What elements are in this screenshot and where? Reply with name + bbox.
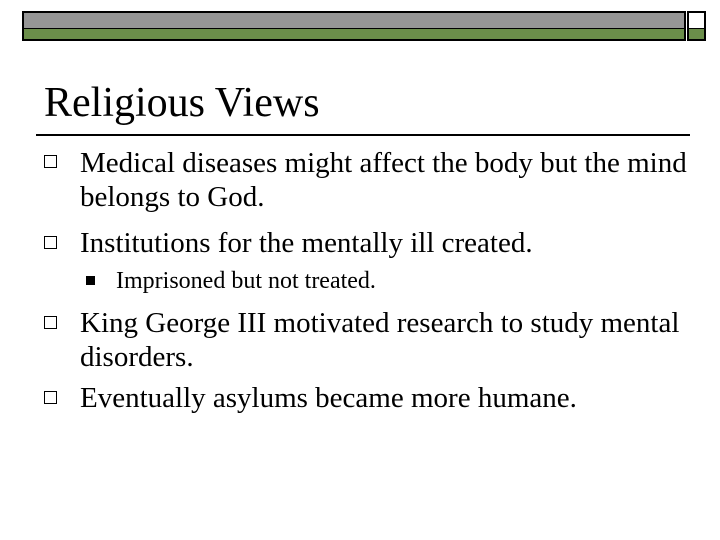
bullet-item: Medical diseases might affect the body but the mind belongs to God. [80,147,687,213]
header-square-white [687,11,706,30]
slide-title: Religious Views [44,80,320,126]
filled-square-icon [86,276,95,285]
hollow-square-icon [44,155,57,168]
sub-bullet-item: Imprisoned but not treated. [116,268,376,294]
header-bar-green [22,29,686,41]
bullet-item: Institutions for the mentally ill created. [80,227,533,259]
hollow-square-icon [44,391,57,404]
title-underline [36,134,690,136]
bullet-item: Eventually asylums became more humane. [80,382,577,414]
hollow-square-icon [44,316,57,329]
bullet-item: King George III motivated research to study mental disorders. [80,307,680,373]
header-square-green [687,29,706,41]
hollow-square-icon [44,236,57,249]
header-bar-gray [22,11,686,30]
